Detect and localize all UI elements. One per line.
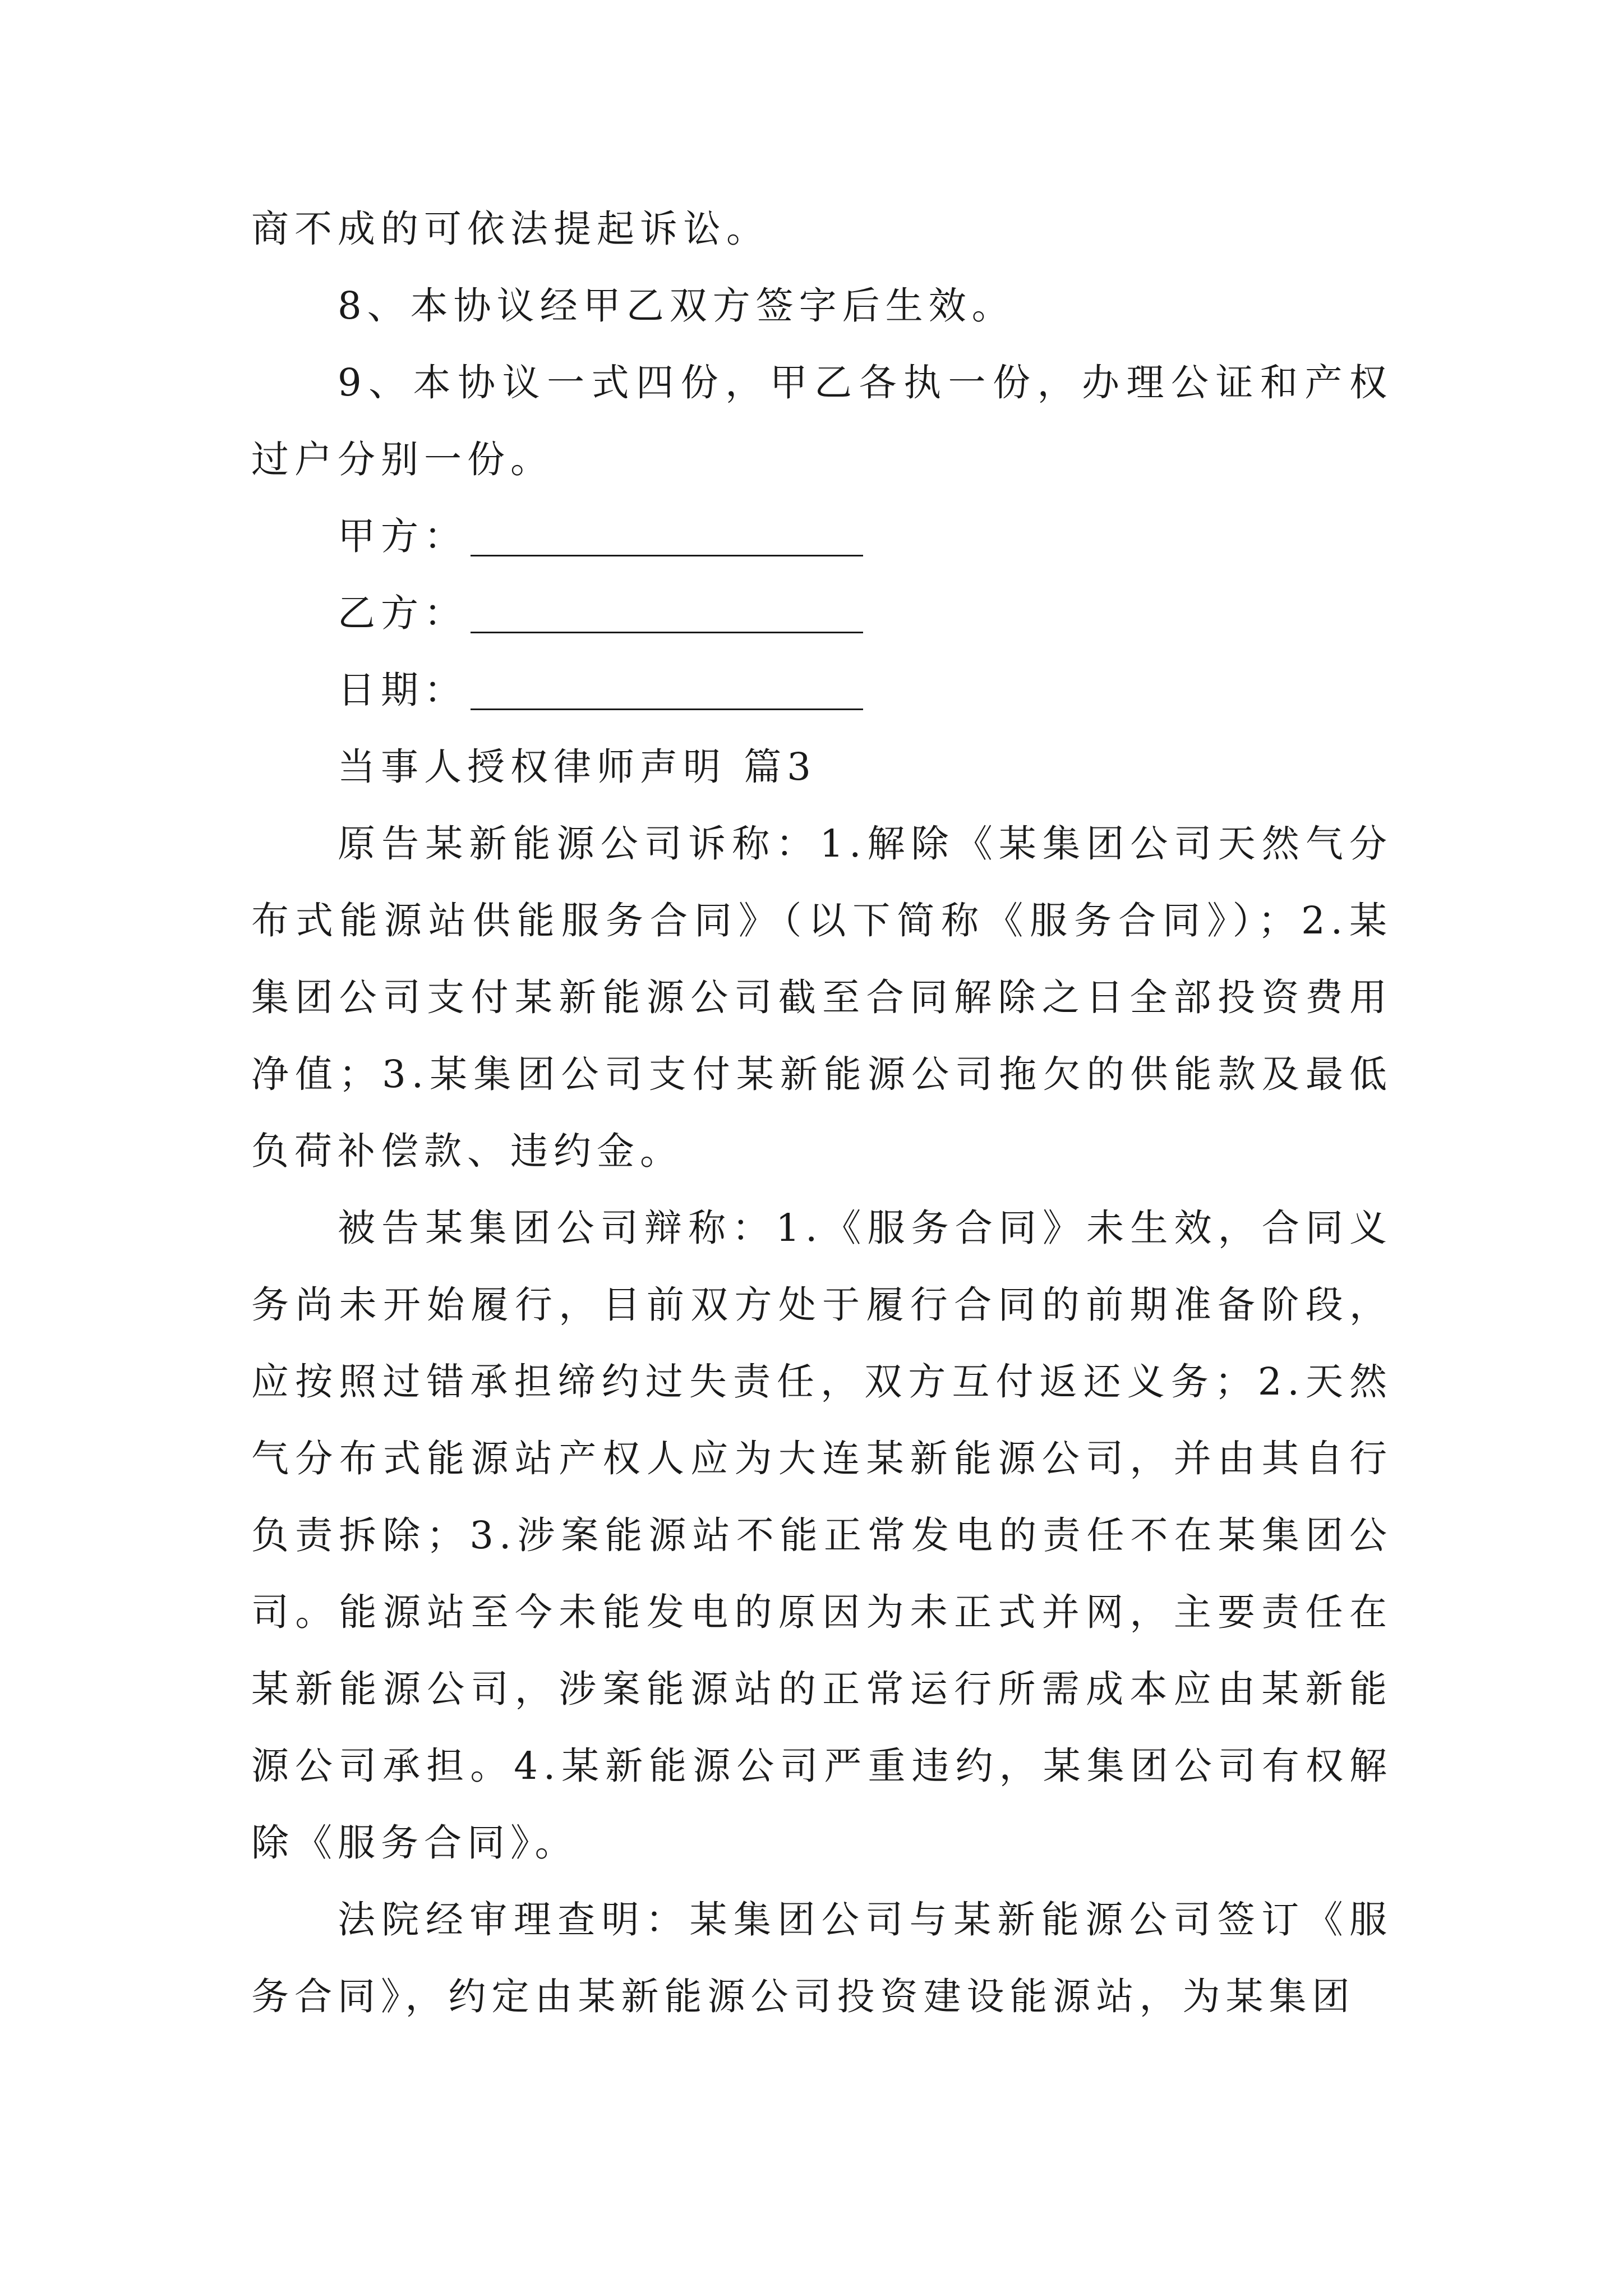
signature-party-b xyxy=(251,575,1393,652)
party-a-label: 甲方： xyxy=(338,514,467,558)
paragraph-defendant-defense: 被告某集团公司辩称：1.《服务合同》未生效，合同义务尚未开始履行，目前双方处于履行合同的前期准备阶段，应按照过错承担缔约过失责任，双方互付返还义务；2.天然气分布式能源站产权人应为大连某新能源公司，并由其自行负责拆除；3.涉案能源站不能正常发电的责任不在某集团公司。能源站至今未能发电的原因为未正式并网，主要责任在某新能源公司，涉案能源站的正常运行所需成本应由某新能源公司承担。4.某新能源公司严重违约，某集团公司有权解除《服务合同》。 xyxy=(251,1206,1393,1865)
party-b-signature-line xyxy=(471,596,863,633)
paragraph-plaintiff-claim: 原告某新能源公司诉称：1.解除《某集团公司天然气分布式能源站供能服务合同》（以下简称《服务合同》）；2.某集团公司支付某新能源公司截至合同解除之日全部投资费用净值；3.某集团公司支付某新能源公司拖欠的供能款及最低负荷补偿款、违约金。 xyxy=(251,822,1393,1173)
date-signature-line xyxy=(471,673,863,710)
signature-party-a xyxy=(251,498,1393,575)
paragraph-clause-9: 9、本协议一式四份，甲乙各执一份，办理公证和产权过户分别一份。 xyxy=(251,361,1393,481)
date-label: 日期： xyxy=(338,668,467,712)
party-a-signature-line xyxy=(471,519,863,556)
party-b-label: 乙方： xyxy=(338,591,467,635)
paragraph-continuation: 商不成的可依法提起诉讼。 xyxy=(251,207,769,251)
document-body xyxy=(251,191,1393,2035)
paragraph-court-findings: 法院经审理查明：某集团公司与某新能源公司签订《服务合同》，约定由某新能源公司投资建设能源站，为某集团 xyxy=(251,1898,1393,2018)
section-heading: 当事人授权律师声明 篇3 xyxy=(338,745,817,789)
signature-date xyxy=(251,652,1393,729)
paragraph-clause-8: 8、本协议经甲乙双方签字后生效。 xyxy=(338,284,1015,328)
